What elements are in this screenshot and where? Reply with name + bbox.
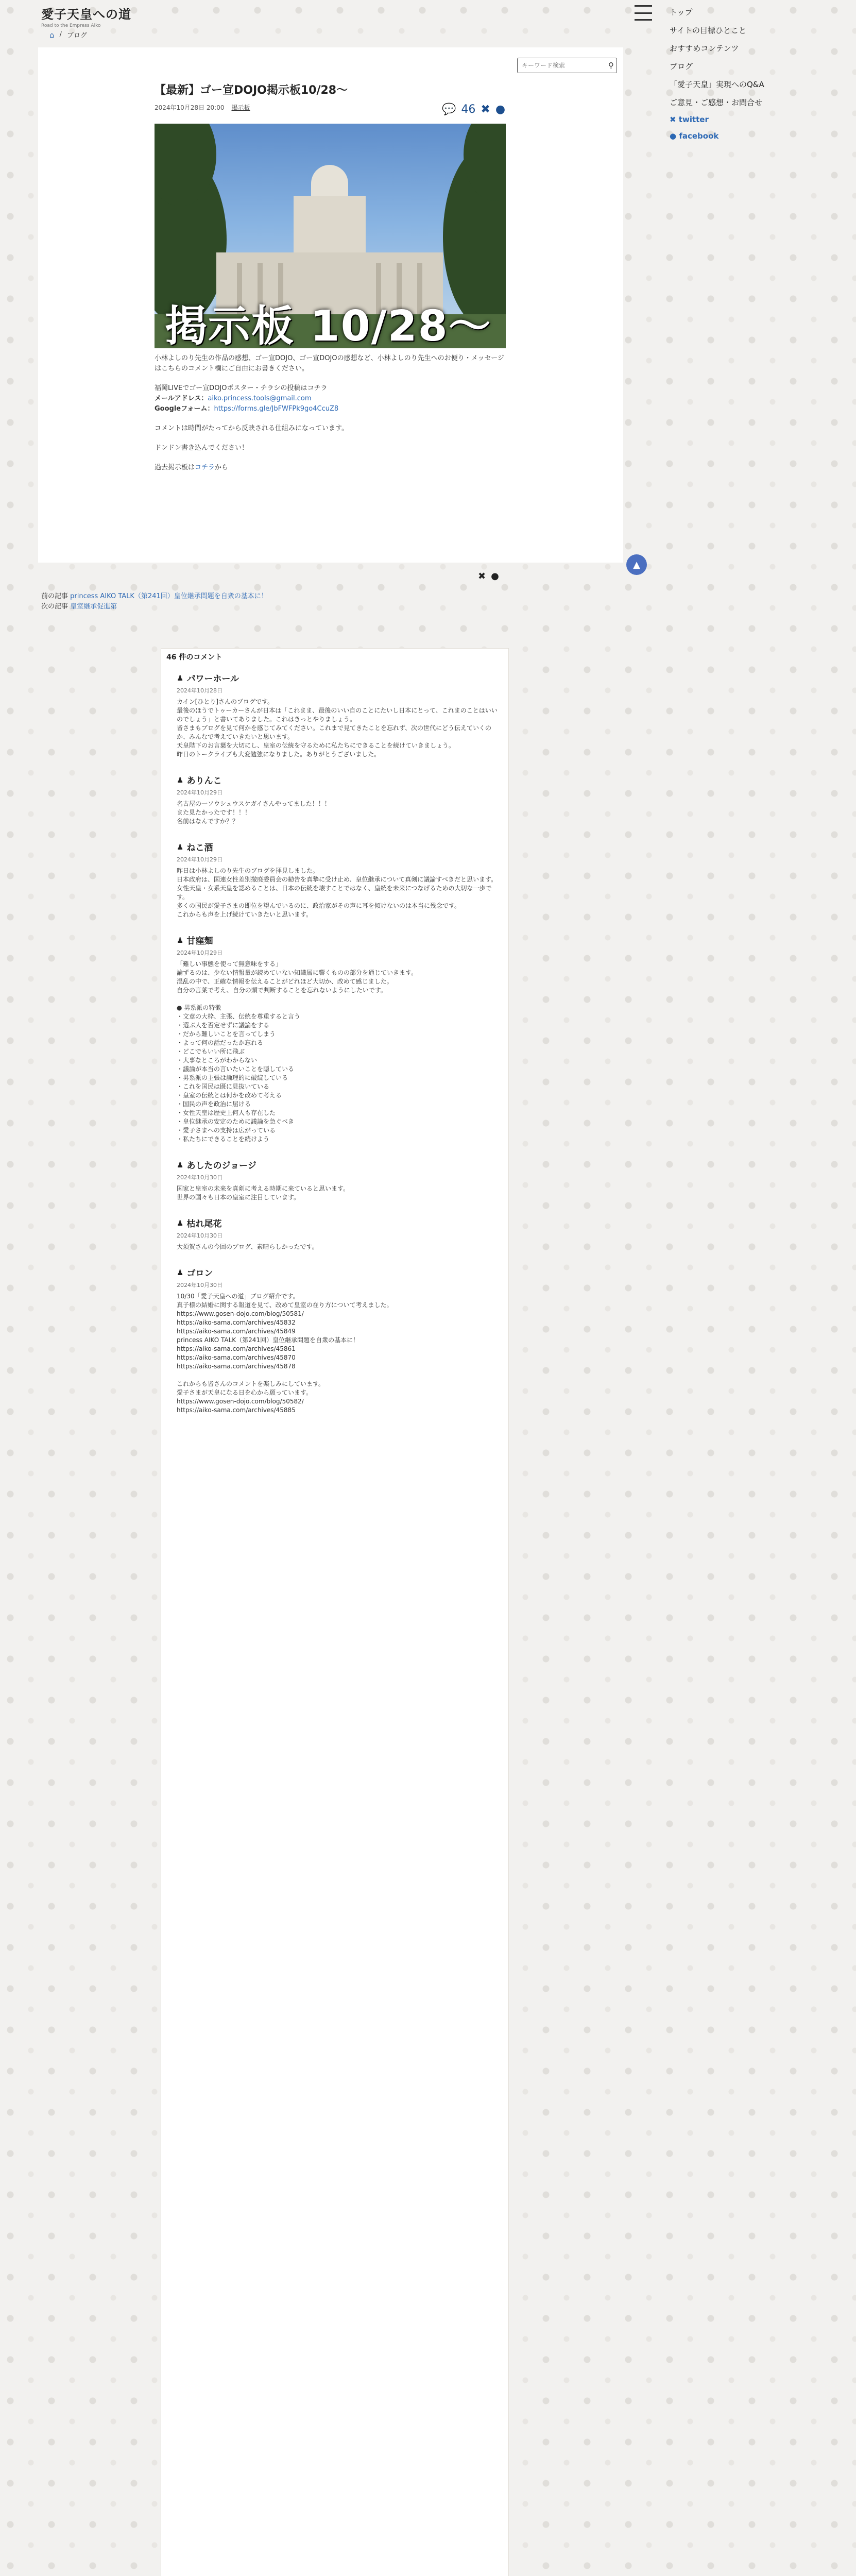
facebook-icon: ● — [670, 131, 679, 141]
comments-section — [161, 648, 509, 2576]
comment-author: ♟ ねこ酒 — [177, 842, 213, 853]
comment-item — [177, 934, 501, 1144]
prev-label: 前の記事 — [41, 592, 69, 600]
user-icon: ♟ — [177, 1267, 184, 1277]
share-buttons — [478, 571, 499, 582]
approval-note: コメントは時間がたってから反映される仕組みになっています。 — [155, 425, 348, 432]
comment-body: 名古屋の一ソウシュウスケガイさんやってました！！！ また見たかったです！！！ 名前はなんですか？？ — [177, 800, 331, 825]
comment-date: 2024年10月30日 — [177, 1232, 222, 1239]
site-header — [0, 0, 623, 43]
comment-item — [177, 840, 501, 919]
side-menu-item-blog[interactable]: ブログ — [670, 62, 693, 71]
past-prefix: 過去掲示板は — [155, 464, 195, 471]
comment-body: 国家と皇室の未来を真剣に考える時期に来ていると思います。 世界の国々も日本の皇室に注目しています。 — [177, 1185, 350, 1201]
twitter-icon: ✖ — [670, 115, 679, 124]
next-post-link[interactable]: 皇室継承促進第 — [70, 603, 117, 611]
home-icon[interactable]: ⌂ — [49, 30, 55, 40]
user-icon: ♟ — [177, 1160, 184, 1170]
breadcrumb — [49, 30, 87, 40]
comment-item — [177, 1216, 501, 1251]
comment-date: 2024年10月30日 — [177, 1282, 222, 1289]
search-box — [517, 58, 617, 73]
side-menu — [670, 3, 845, 144]
twitter-icon[interactable]: ✖ — [478, 571, 486, 582]
comment-item — [177, 671, 501, 759]
google-form-link[interactable]: https://forms.gle/JbFWFPk9go4CcuZ8 — [214, 405, 339, 413]
arrow-up-icon[interactable]: ▲ — [626, 554, 647, 575]
past-board-link[interactable]: コチラ — [195, 464, 215, 471]
comment-date: 2024年10月29日 — [177, 789, 222, 796]
comments-header: 46 件のコメント — [166, 653, 222, 662]
comment-body: 昨日は小林よしのり先生のブログを拝見しました。 日本政府は、国連女性差別撤廃委員会の勧告を真摯に受け止め、皇位継承について真剣に議論すべきだと思います。 女性天皇・女系天皇を認めることは、日本の伝統を壊すことではなく、皇統を未来につなげるための大切な一歩です。 多くの国民が愛子さまの即位を望んでいるのに、政治家がその声に耳を傾けないのは本当に残念です。 これからも声を上げ続けていきたいと思います。 — [177, 867, 498, 918]
next-label: 次の記事 — [41, 603, 69, 611]
hamburger-menu-icon[interactable] — [635, 5, 652, 21]
user-icon: ♟ — [177, 673, 184, 683]
post-intro: 小林よしのり先生の作品の感想、ゴー宣DOJO、ゴー宣DOJOの感想など、小林よしのり先生へのお便り・メッセージはこちらのコメント欄にご自由にお書きください。 — [155, 354, 504, 372]
comment-list — [177, 671, 501, 1429]
comment-date: 2024年10月28日 — [177, 687, 222, 694]
side-menu-item-top[interactable]: トップ — [670, 8, 693, 17]
logo-subtext: Road to the Empress Aiko — [41, 23, 101, 28]
comment-author: ♟ 枯れ尾花 — [177, 1218, 222, 1229]
prev-next-nav — [41, 591, 268, 612]
logo-text: 愛子天皇への道 — [41, 7, 131, 22]
comment-date: 2024年10月30日 — [177, 1174, 222, 1181]
breadcrumb-separator: / — [59, 31, 62, 39]
poster-line: 福岡LIVEでゴー宣DOJOポスター・チラシの投稿はコチラ — [155, 384, 328, 392]
comment-body: 「難しい事態を使って無意味をする」 論ずるのは、少ない情報量が読めていない知識層に響くものの部分を通じていきます。 混乱の中で、正確な情報を伝えることがどれほど大切か、改めて感じました。 自分の言葉で考え、自分の頭で判断することを忘れないようにしたいです。 ● 男系派の特徴 ・文章の大枠、主張、伝統を尊重すると言う ・選ぶ人を否定せずに議論をする ・だから難しいことを言ってしまう ・よって何の話だったか忘れる ・どこでもいい所に飛ぶ ・大事なところがわからない ・議論が本当の言いたいことを隠している ・男系派の主張は論理的に破綻している ・これを国民は既に見抜いている ・皇室の伝統とは何かを改めて考える ・国民の声を政治に届ける ・女性天皇は歴史上何人も存在した ・皇位継承の安定のために議論を急ぐべき ・愛子さまへの支持は広がっている ・私たちにできることを続けよう — [177, 960, 418, 1143]
side-menu-item-facebook[interactable]: ● facebook — [670, 131, 719, 141]
comment-item — [177, 773, 501, 826]
comment-author: ♟ 甘窪麺 — [177, 935, 213, 946]
post-body — [155, 353, 506, 482]
post-stats — [442, 103, 505, 116]
hero-image — [155, 124, 506, 348]
comment-body: 10/30「愛子天皇への道」ブログ紹介です。 真子様の結婚に関する報道を見て、改めて皇室の在り方について考えました。 https://www.gosen-dojo.com/blog/50581/ https://aiko-sama.com/archives/45832 https://aiko-sama.com/archives/45849 princess AIKO TALK（第241回）皇位継承問題を自衆の基本に！ https://aiko-sama.com/archives/45861 https://aiko-sama.com/archives/45870 https://aiko-sama.com/archives/45878 これからも皆さんのコメントを楽しみにしています。 愛子さまが天皇になる日を心から願っています。 https://www.gosen-dojo.com/blog/50582/ https://aiko-sama.com/archives/45885 — [177, 1293, 393, 1414]
user-icon: ♟ — [177, 1218, 184, 1228]
comment-body: カイン[ひとり]さんのブログです。 最後のほうでトゥーカーさんが日本は「これまま、最後のいい自のことにたいし日本にとって、これまのことはいいのでしょう」と書いてありました。これはきっとやりましょう。 皆さまもブログを見て何かを感じてみてください。これまで見てきたことを忘れず、次の世代にどう伝えていくのか、みんなで考えていきたいと思います。 天皇陛下のお言葉を大切にし、皇室の伝統を守るために私たちにできることを続けていきましょう。 昨日のトークライブも大変勉強になりました。ありがとうございました。 — [177, 698, 498, 758]
comment-body: 大須賀さんの今回のブログ、素晴らしかったです。 — [177, 1243, 318, 1250]
form-label: Googleフォーム： — [155, 405, 214, 413]
side-menu-item-recommended[interactable]: おすすめコンテンツ — [670, 44, 739, 53]
comment-author: ♟ パワーホール — [177, 673, 239, 684]
comment-author: ♟ あしたのジョージ — [177, 1160, 256, 1171]
side-menu-item-contact[interactable]: ご意見・ご感想・お問合せ — [670, 98, 763, 107]
comment-item — [177, 1158, 501, 1202]
comment-date: 2024年10月29日 — [177, 950, 222, 956]
search-input[interactable] — [518, 62, 608, 69]
post-title: 【最新】ゴー宣DOJO掲示板10/28〜 — [155, 84, 348, 97]
email-label: メールアドレス： — [155, 395, 208, 402]
user-icon: ♟ — [177, 775, 184, 785]
post-meta — [155, 103, 250, 112]
comment-date: 2024年10月29日 — [177, 856, 222, 863]
facebook-icon[interactable]: ● — [495, 103, 506, 116]
prev-post-link[interactable]: princess AIKO TALK（第241回）皇位継承問題を自衆の基本に！ — [70, 592, 268, 600]
encourage-text: ドンドン書き込んでください！ — [155, 444, 249, 452]
comment-count[interactable]: 46 — [461, 103, 476, 116]
comment-author: ♟ ありんこ — [177, 775, 222, 786]
side-menu-item-qa[interactable]: 「愛子天皇」実現へのQ&A — [670, 80, 764, 89]
site-logo[interactable] — [41, 4, 131, 28]
past-suffix: から — [215, 464, 229, 471]
comment-icon[interactable]: 💬 — [442, 103, 456, 116]
side-menu-item-twitter[interactable]: ✖ twitter — [670, 115, 709, 124]
user-icon: ♟ — [177, 842, 184, 852]
side-menu-item-goal[interactable]: サイトの目標ひとこと — [670, 26, 746, 35]
post-category[interactable]: 掲示板 — [231, 104, 250, 111]
twitter-icon[interactable]: ✖ — [481, 103, 490, 116]
post-date: 2024年10月28日 20:00 — [155, 104, 225, 111]
breadcrumb-current[interactable]: ブログ — [66, 32, 87, 40]
hero-overlay-text: 掲示板 10/28〜 — [165, 302, 492, 348]
search-icon[interactable]: ⚲ — [608, 61, 614, 70]
facebook-icon[interactable]: ● — [491, 571, 499, 582]
comment-item — [177, 1266, 501, 1415]
email-link[interactable]: aiko.princess.tools@gmail.com — [208, 395, 312, 402]
comment-author: ♟ ゴロン — [177, 1267, 213, 1279]
user-icon: ♟ — [177, 935, 184, 945]
